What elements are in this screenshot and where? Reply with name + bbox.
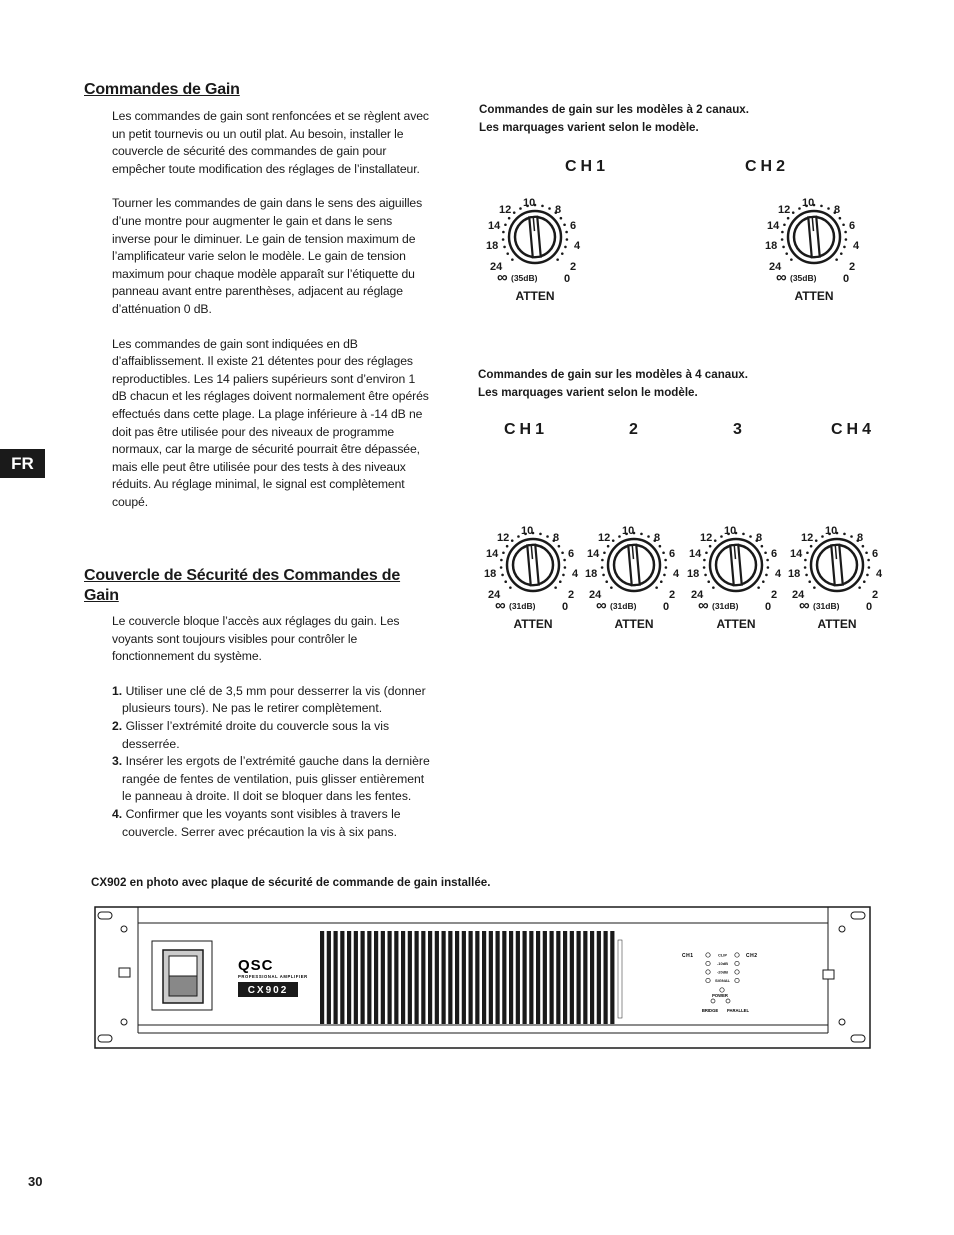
vent-slot — [577, 931, 581, 1024]
atten-label: ATTEN — [513, 617, 553, 631]
bridge-label: BRIDGE — [701, 1008, 719, 1013]
knob-tick-label: 10 — [825, 525, 838, 537]
knob-tick-label: 24 — [589, 589, 602, 601]
max-gain-label: (35dB) — [511, 273, 538, 283]
gain-knob[interactable] — [579, 517, 689, 647]
knob-tick-label: 24 — [769, 261, 782, 273]
knob-tick-label: 6 — [771, 548, 778, 560]
section-heading-gain: Commandes de Gain — [84, 81, 240, 98]
max-gain-label: (31dB) — [712, 601, 739, 611]
knob-tick-label: 14 — [486, 548, 499, 560]
knob-tick-label: 12 — [598, 532, 611, 544]
gain-knob[interactable] — [782, 517, 892, 647]
vent-slot — [340, 931, 344, 1024]
knob-tick-label: 8 — [553, 532, 560, 544]
vent-slot — [489, 931, 493, 1024]
knob-tick-label: 18 — [788, 568, 801, 580]
indicator-label: -20dB — [716, 969, 729, 975]
knob-tick-label: 4 — [853, 240, 860, 252]
vent-slot — [435, 931, 439, 1024]
vent-slot — [523, 931, 527, 1024]
knob-tick-label: 6 — [570, 220, 577, 232]
vent-slot — [583, 931, 587, 1024]
knob-tick-label: 6 — [872, 548, 879, 560]
vent-slot — [421, 931, 425, 1024]
knob-tick-label: 2 — [570, 261, 577, 273]
vent-slot — [388, 931, 392, 1024]
knob-tick-label: 8 — [756, 532, 763, 544]
knob-tick-label: 24 — [488, 589, 501, 601]
paragraph: Le couvercle bloque l’accès aux réglages du gain. Les voyants sont toujours visibles pour contrôler le fonctionnement du système. — [112, 614, 400, 664]
section-heading-cover: Couvercle de Sécurité des Commandes de Gain — [84, 567, 401, 604]
atten-label: ATTEN — [716, 617, 756, 631]
knob-tick-label: 14 — [767, 220, 780, 232]
gain-knob[interactable] — [480, 189, 590, 319]
knob-tick-label: 10 — [724, 525, 737, 537]
vent-slot — [327, 931, 331, 1024]
brand-logo: QSC — [238, 957, 274, 974]
knob-tick-label: 12 — [700, 532, 713, 544]
parallel-label: PARALLEL — [726, 1008, 750, 1013]
vent-slot — [536, 931, 540, 1024]
knob-tick-label: 14 — [488, 220, 501, 232]
vent-slot — [401, 931, 405, 1024]
knob-tick-label: 8 — [857, 532, 864, 544]
knob-tick-label: 14 — [689, 548, 702, 560]
vent-slot — [374, 931, 378, 1024]
knob-tick-label: 2 — [568, 589, 575, 601]
knob-tick-label: 8 — [834, 204, 841, 216]
knob-tick-label: 18 — [687, 568, 700, 580]
paragraph: Les commandes de gain sont renfoncées et se règlent avec un petit tournevis ou un outil plat. Au besoin, installer le couvercle de sécurité des commandes de gain pour empêcher toute modification des réglages de l’installateur. — [112, 109, 429, 176]
knob-tick-label: 4 — [673, 568, 680, 580]
max-gain-label: (35dB) — [790, 273, 817, 283]
vent-slot — [570, 931, 574, 1024]
language-tab: FR — [0, 449, 45, 478]
vent-slot — [408, 931, 412, 1024]
vent-slot — [529, 931, 533, 1024]
atten-label: ATTEN — [515, 289, 555, 303]
channel-label: CH2 — [745, 158, 790, 175]
knob-tick-label: ∞ — [596, 597, 607, 614]
model-label: CX902 — [247, 985, 289, 996]
knob-tick-label: 6 — [568, 548, 575, 560]
knob-tick-label: 18 — [585, 568, 598, 580]
ch1-label: CH1 — [682, 953, 694, 959]
steps-list — [112, 683, 430, 841]
vent-slot — [550, 931, 554, 1024]
vent-slot — [361, 931, 365, 1024]
knob-tick-label: 0 — [663, 601, 670, 613]
knob-tick-label: 2 — [849, 261, 856, 273]
vent-slot — [482, 931, 486, 1024]
vent-slot — [334, 931, 338, 1024]
list-item: 4. Confirmer que les voyants sont visibles à travers le couvercle. Serrer avec précaution la vis à six pans. — [112, 806, 401, 839]
amp-figure-caption: CX902 en photo avec plaque de sécurité de commande de gain installée. — [91, 876, 491, 889]
indicator-label: -10dB — [716, 961, 729, 966]
figure-caption-4ch: Commandes de gain sur les modèles à 4 canaux. Les marquages varient selon le modèle. — [478, 368, 748, 399]
knob-tick-label: 4 — [574, 240, 581, 252]
vent-slot — [543, 931, 547, 1024]
knob-tick-label: 10 — [523, 197, 536, 209]
knob-tick-label: ∞ — [776, 269, 787, 286]
knob-tick-label: ∞ — [495, 597, 506, 614]
knob-tick-label: ∞ — [698, 597, 709, 614]
vent-slot — [394, 931, 398, 1024]
vent-slot — [563, 931, 567, 1024]
figure-caption-2ch: Commandes de gain sur les modèles à 2 canaux. Les marquages varient selon le modèle. — [479, 103, 749, 134]
knob-tick-label: 2 — [771, 589, 778, 601]
list-item: 3. Insérer les ergots de l’extrémité gauche dans la dernière rangée de fentes de ventilation, puis glisser entièrement le panneau à droite. Il doit se bloquer dans les fentes. — [112, 754, 430, 804]
paragraph: Les commandes de gain sont indiquées en dB d’affaiblissement. Il existe 21 détentes pour des réglages reproductibles. Les 14 paliers supérieurs sont d’environ 1 dB chacun et les réglages doivent normalement être opérés effectués dans cette plage. La plage inférieure à -14 dB ne doit pas être utilisée pour des niveaux de programme normaux, car la marge de sécurité pourrait être dépassée, mais elle peut être utilisée pour des tests à des niveaux réduits. Au réglage minimal, le signal est complètement coupé. — [112, 336, 429, 509]
max-gain-label: (31dB) — [610, 601, 637, 611]
knob-tick-label: 12 — [497, 532, 510, 544]
vent-slot — [496, 931, 500, 1024]
atten-label: ATTEN — [794, 289, 834, 303]
ch2-label: CH2 — [746, 953, 758, 959]
max-gain-label: (31dB) — [813, 601, 840, 611]
knob-tick-label: 12 — [499, 204, 512, 216]
knob-tick-label: 0 — [866, 601, 873, 613]
paragraph: Tourner les commandes de gain dans le sens des aiguilles d’une montre pour augmenter le gain et dans le sens inverse pour le diminuer. Le gain de tension maximum de l’amplificateur varie selon le modèle. Le gain de tension maximum pour chaque modèle apparaît sur l’étiquette du panneau avant entre parenthèses, adjacent au réglage d’atténuation 0 dB. — [112, 196, 423, 316]
knob-tick-label: 10 — [802, 197, 815, 209]
vent-slot — [604, 931, 608, 1024]
vent-slot — [428, 931, 432, 1024]
vent-slot — [448, 931, 452, 1024]
gain-knob[interactable] — [759, 189, 869, 319]
knob-tick-label: ∞ — [497, 269, 508, 286]
knob-tick-label: 0 — [562, 601, 569, 613]
knob-tick-label: 18 — [765, 240, 778, 252]
indicator-label: SIGNAL — [714, 978, 731, 983]
list-item: 2. Glisser l’extrémité droite du couvercle sous la vis desserrée. — [112, 718, 390, 751]
atten-label: ATTEN — [614, 617, 654, 631]
max-gain-label: (31dB) — [509, 601, 536, 611]
knob-tick-label: 2 — [872, 589, 879, 601]
knob-tick-label: 14 — [587, 548, 600, 560]
vent-slot — [442, 931, 446, 1024]
knob-tick-label: 24 — [691, 589, 704, 601]
gain-knob[interactable] — [478, 517, 588, 647]
vent-slot — [469, 931, 473, 1024]
section-body-cover — [112, 613, 430, 841]
power-label: POWER — [712, 993, 728, 998]
channel-label: CH4 — [831, 421, 876, 438]
vent-slot — [462, 931, 466, 1024]
vent-slot — [320, 931, 324, 1024]
knob-tick-label: 24 — [792, 589, 805, 601]
knob-tick-label: 2 — [669, 589, 676, 601]
knob-tick-label: 0 — [564, 273, 571, 285]
knob-tick-label: 14 — [790, 548, 803, 560]
knob-tick-label: 10 — [622, 525, 635, 537]
page-number: 30 — [28, 1174, 43, 1189]
vent-slot — [455, 931, 459, 1024]
knob-tick-label: 4 — [775, 568, 782, 580]
brand-subtitle: PROFESSIONAL AMPLIFIER — [238, 974, 308, 979]
knob-tick-label: 6 — [669, 548, 676, 560]
vent-slot — [347, 931, 351, 1024]
vent-slot — [556, 931, 560, 1024]
vent-slot — [590, 931, 594, 1024]
list-item: 1. Utiliser une clé de 3,5 mm pour desserrer la vis (donner plusieurs tours). Ne pas le retirer complètement. — [112, 683, 426, 716]
knob-tick-label: 4 — [876, 568, 883, 580]
vent-slot — [475, 931, 479, 1024]
vent-slot — [597, 931, 601, 1024]
amplifier-front-panel — [94, 904, 872, 1052]
knob-tick-label: 6 — [849, 220, 856, 232]
channel-label: CH1 — [565, 158, 610, 175]
channel-label: 2 — [629, 421, 642, 438]
vent-slot — [516, 931, 520, 1024]
knob-tick-label: 0 — [765, 601, 772, 613]
section-body-gain — [112, 108, 430, 511]
knob-tick-label: 10 — [521, 525, 534, 537]
gain-knob[interactable] — [681, 517, 791, 647]
channel-label: CH1 — [504, 421, 549, 438]
knob-tick-label: 4 — [572, 568, 579, 580]
knob-tick-label: 18 — [484, 568, 497, 580]
vent-slot — [610, 931, 614, 1024]
vent-slot — [381, 931, 385, 1024]
knob-tick-label: 18 — [486, 240, 499, 252]
knob-tick-label: 8 — [555, 204, 562, 216]
atten-label: ATTEN — [817, 617, 857, 631]
knob-tick-label: 12 — [778, 204, 791, 216]
vent-slot — [354, 931, 358, 1024]
channel-label: 3 — [733, 421, 746, 438]
vent-slot — [367, 931, 371, 1024]
knob-tick-label: 12 — [801, 532, 814, 544]
knob-tick-label: 8 — [654, 532, 661, 544]
knob-tick-label: 0 — [843, 273, 850, 285]
knob-tick-label: 24 — [490, 261, 503, 273]
vent-slot — [415, 931, 419, 1024]
knob-tick-label: ∞ — [799, 597, 810, 614]
vent-slot — [502, 931, 506, 1024]
vent-slot — [509, 931, 513, 1024]
indicator-label: CLIP — [717, 952, 728, 958]
